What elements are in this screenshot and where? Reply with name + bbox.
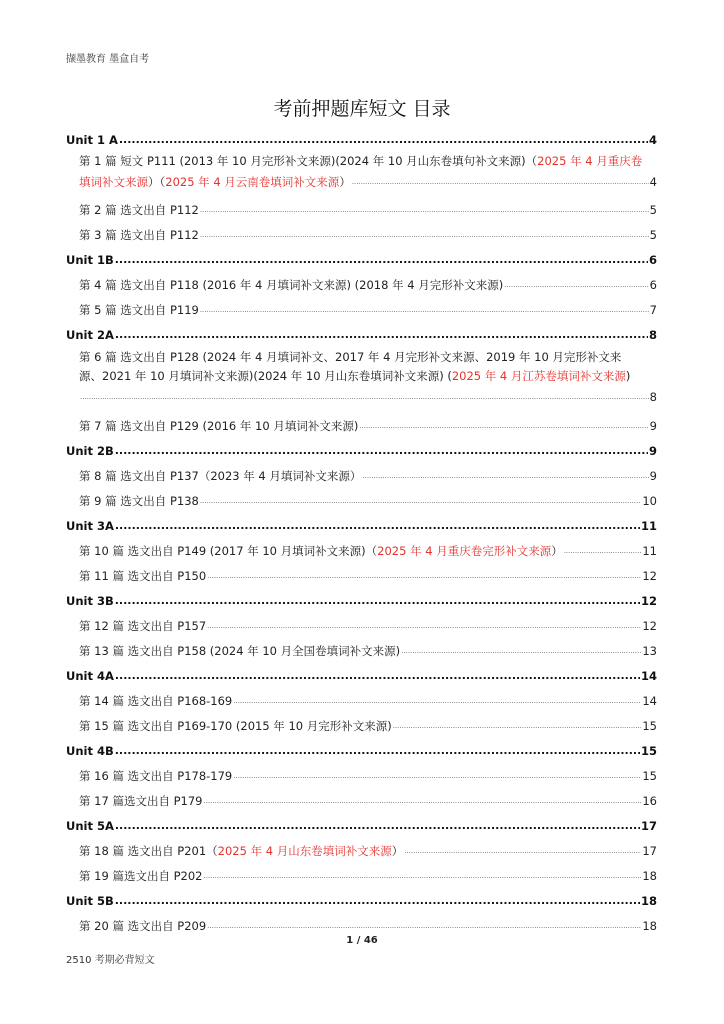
toc-entry-9[interactable]: 第 9 篇 选文出自 P138 ..... 10	[66, 485, 657, 510]
toc-entry-20[interactable]: 第 20 篇 选文出自 P209 ..... 18	[66, 910, 657, 935]
toc-entry-17[interactable]: 第 17 篇选文出自 P179 ..... 16	[66, 785, 657, 810]
toc-entry-16[interactable]: 第 16 篇 选文出自 P178-179 ..... 15	[66, 760, 657, 785]
toc-entry-12[interactable]: 第 12 篇 选文出自 P157 ..... 12	[66, 610, 657, 635]
toc-entry-7[interactable]: 第 7 篇 选文出自 P129 (2016 年 10 月填词补文来源) ..... 9	[66, 410, 657, 435]
toc-unit-2a[interactable]: Unit 2A ..... 8	[66, 319, 657, 344]
toc-entry-4[interactable]: 第 4 篇 选文出自 P118 (2016 年 4 月填词补文来源) (2018 年 4 月完形补文来源) ..... 6	[66, 269, 657, 294]
footer-note: 2510 考期必背短文	[66, 955, 155, 966]
toc-unit-4b[interactable]: Unit 4B ..... 15	[66, 735, 657, 760]
page-indicator: 1 / 46	[346, 935, 378, 946]
toc-entry-13[interactable]: 第 13 篇 选文出自 P158 (2024 年 10 月全国卷填词补文来源) ..... 13	[66, 635, 657, 660]
toc-unit-4a[interactable]: Unit 4A ..... 14	[66, 660, 657, 685]
toc-unit-1b[interactable]: Unit 1B ..... 6	[66, 244, 657, 269]
toc-entry-3[interactable]: 第 3 篇 选文出自 P112 ..... 5	[66, 219, 657, 244]
toc-entry-10[interactable]: 第 10 篇 选文出自 P149 (2017 年 10 月填词补文来源)（2025 年 4 月重庆卷完形补文来源） ..... 11	[66, 535, 657, 560]
toc-unit-5b[interactable]: Unit 5B ..... 18	[66, 885, 657, 910]
toc-entry-19[interactable]: 第 19 篇选文出自 P202 ..... 18	[66, 860, 657, 885]
toc-unit-3b[interactable]: Unit 3B ..... 12	[66, 585, 657, 610]
toc-entry-14[interactable]: 第 14 篇 选文出自 P168-169 ..... 14	[66, 685, 657, 710]
toc-entry-2[interactable]: 第 2 篇 选文出自 P112 ..... 5	[66, 194, 657, 219]
header-org: 撷墨教育 墨盒自考	[66, 54, 150, 65]
toc-unit-2b[interactable]: Unit 2B ..... 9	[66, 435, 657, 460]
table-of-contents	[66, 124, 657, 935]
toc-entry-11[interactable]: 第 11 篇 选文出自 P150 ..... 12	[66, 560, 657, 585]
toc-unit-3a[interactable]: Unit 3A ..... 11	[66, 510, 657, 535]
page-title: 考前押题库短文 目录	[273, 98, 451, 120]
toc-entry-8[interactable]: 第 8 篇 选文出自 P137（2023 年 4 月填词补文来源） ..... 9	[66, 460, 657, 485]
toc-entry-15[interactable]: 第 15 篇 选文出自 P169-170 (2015 年 10 月完形补文来源) ..... 15	[66, 710, 657, 735]
toc-entry-1[interactable]: 第 1 篇 短文 P111 (2013 年 10 月完形补文来源)(2024 年 10 月山东卷填句补文来源)（2025 年 4 月重庆卷 填词补文来源）（2025 年 4 月云南卷填词补文来源） ..... 4	[66, 149, 657, 194]
toc-entry-18[interactable]: 第 18 篇 选文出自 P201（2025 年 4 月山东卷填词补文来源） ..... 17	[66, 835, 657, 860]
toc-unit-1a[interactable]: Unit 1 A ..... 4	[66, 124, 657, 149]
toc-entry-6[interactable]: 第 6 篇 选文出自 P128 (2024 年 4 月填词补文、2017 年 4 月完形补文来源、2019 年 10 月完形补文来 源、2021 年 10 月填词补文来源)(2024 年 10 月山东卷填词补文来源) (2025 年 4 月江苏卷填词补文来源) ..... 8	[66, 344, 657, 410]
toc-unit-5a[interactable]: Unit 5A ..... 17	[66, 810, 657, 835]
toc-entry-5[interactable]: 第 5 篇 选文出自 P119 ..... 7	[66, 294, 657, 319]
